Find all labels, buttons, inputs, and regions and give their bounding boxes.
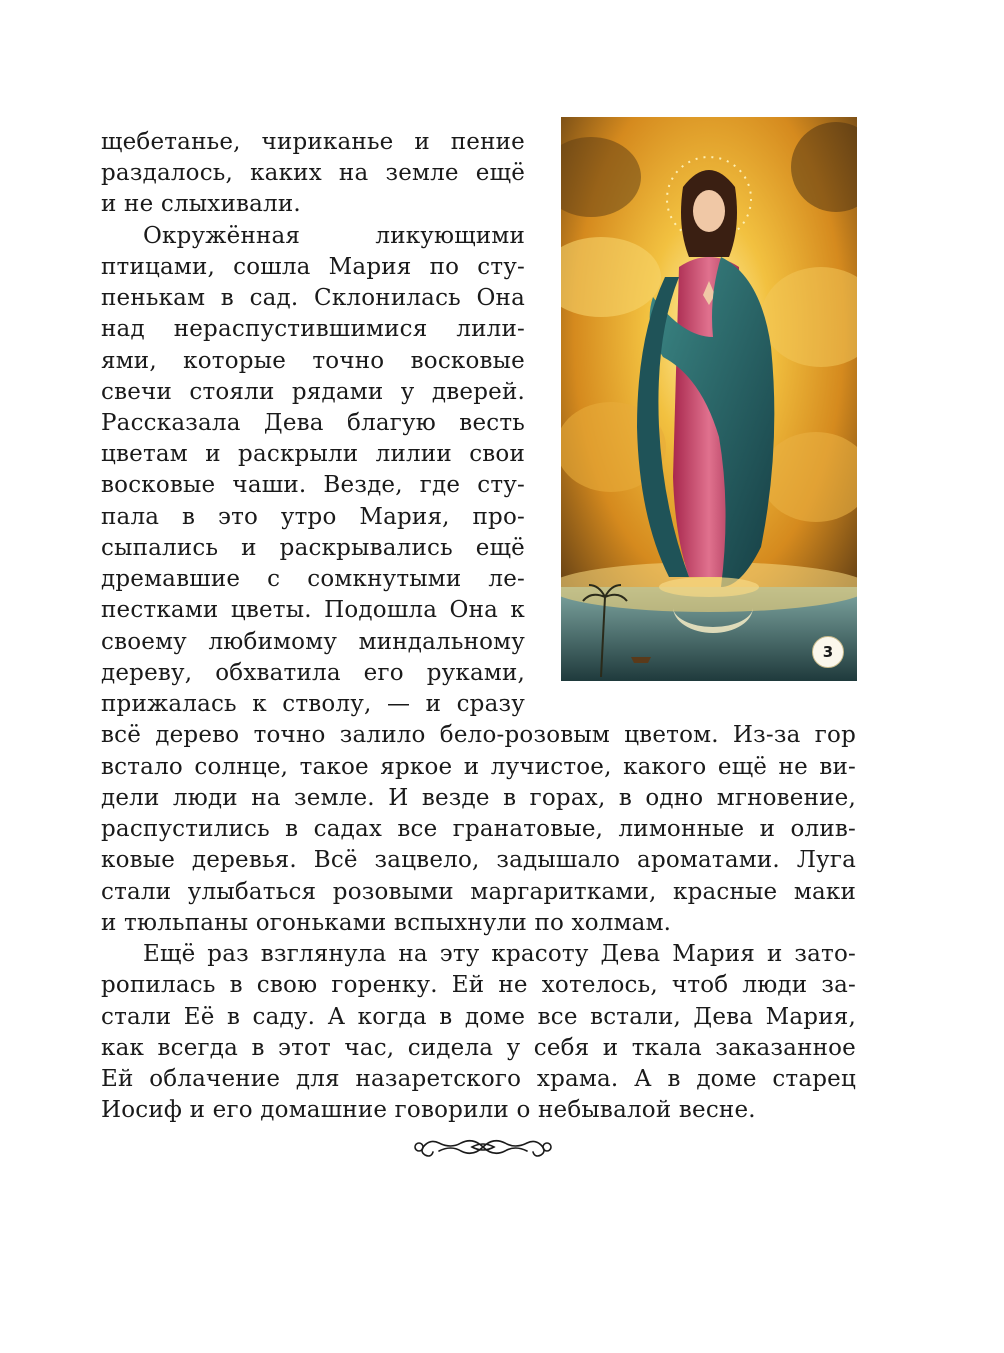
- text-line: щебетанье, чириканье и пение: [101, 129, 525, 155]
- text-line: Рассказала Дева благую весть: [101, 410, 525, 436]
- text-line: свечи стояли рядами у дверей.: [101, 379, 525, 405]
- text-line: стали улыбаться розовыми маргаритками, красные маки: [101, 879, 856, 905]
- text-line: дремавшие с сомкнутыми ле-: [101, 566, 525, 592]
- text-line: как всегда в этот час, сидела у себя и ткала заказанное: [101, 1035, 856, 1061]
- virgin-mary-painting: [561, 117, 857, 681]
- text-line: Окружённая ликующими: [143, 223, 525, 249]
- flourish-divider-icon: [410, 1130, 556, 1164]
- text-line: Ей облачение для назаретского храма. А в доме старец: [101, 1066, 856, 1092]
- text-line: ропилась в свою горенку. Ей не хотелось, чтоб люди за-: [101, 972, 856, 998]
- text-line: ковые деревья. Всё зацвело, задышало ароматами. Луга: [101, 847, 856, 873]
- text-line: стали Её в саду. А когда в доме все встали, Дева Мария,: [101, 1004, 856, 1030]
- text-line: своему любимому миндальному: [101, 629, 525, 655]
- text-line: Иосиф и его домашние говорили о небывалой весне.: [101, 1097, 756, 1123]
- text-line: дели люди на земле. И везде в горах, в одно мгновение,: [101, 785, 856, 811]
- text-line: распустились в садах все гранатовые, лимонные и олив-: [101, 816, 856, 842]
- text-line: дереву, обхватила его руками,: [101, 660, 525, 686]
- text-line: ями, которые точно восковые: [101, 348, 525, 374]
- text-line: пенькам в сад. Склонилась Она: [101, 285, 525, 311]
- text-line: сыпались и раскрывались ещё: [101, 535, 525, 561]
- text-line: Ещё раз взглянула на эту красоту Дева Мария и зато-: [143, 941, 856, 967]
- text-line: и тюльпаны огоньками вспыхнули по холмам.: [101, 910, 672, 936]
- text-line: пестками цветы. Подошла Она к: [101, 597, 525, 623]
- text-line: восковые чаши. Везде, где сту-: [101, 472, 525, 498]
- text-line: и не слыхивали.: [101, 191, 301, 217]
- text-line: над нераспустившимися лили-: [101, 316, 525, 342]
- text-line: птицами, сошла Мария по сту-: [101, 254, 525, 280]
- figure-number-badge: 3: [812, 636, 844, 668]
- text-line: раздалось, каких на земле ещё: [101, 160, 525, 186]
- text-line: встало солнце, такое яркое и лучистое, какого ещё не ви-: [101, 754, 856, 780]
- text-line: пала в это утро Мария, про-: [101, 504, 525, 530]
- text-line: всё дерево точно залило бело-розовым цветом. Из-за гор: [101, 722, 856, 748]
- text-line: прижалась к стволу, — и сразу: [101, 691, 525, 717]
- text-line: цветам и раскрыли лилии свои: [101, 441, 525, 467]
